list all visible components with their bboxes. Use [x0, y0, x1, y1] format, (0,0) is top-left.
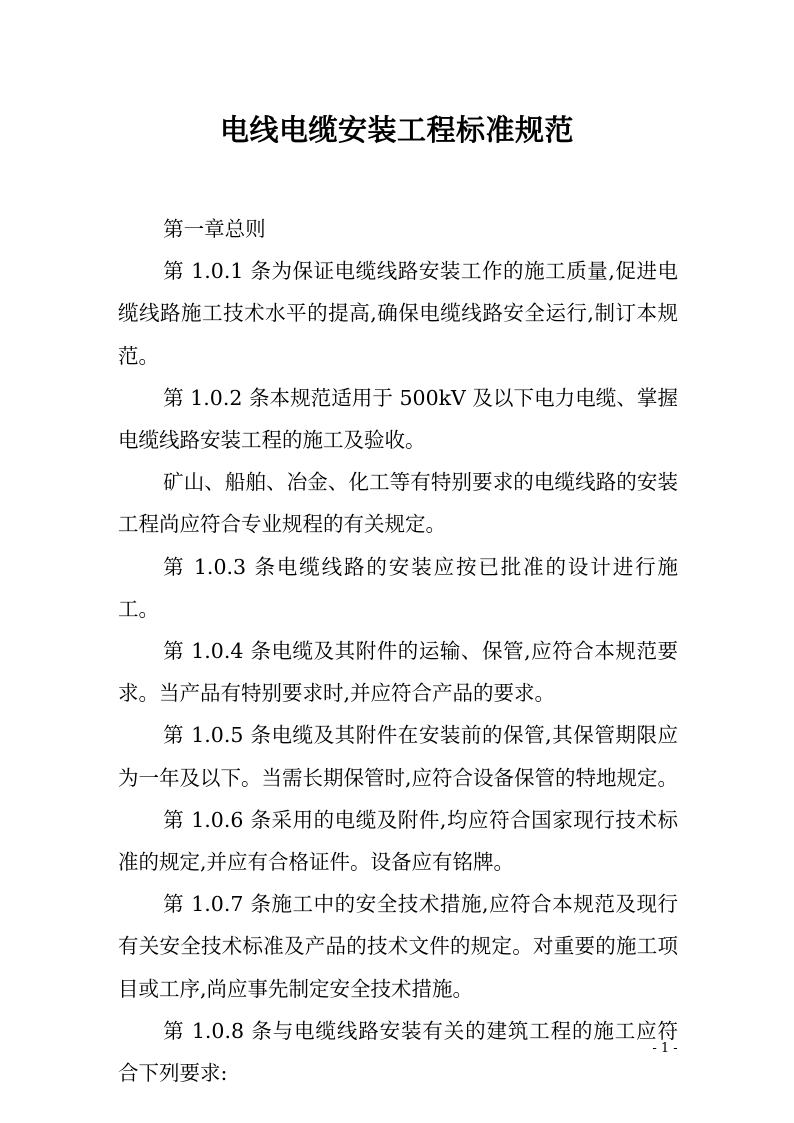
paragraph-article-1-0-5: 第 1.0.5 条电缆及其附件在安装前的保管,其保管期限应为一年及以下。当需长期保管时,应符合设备保管的特地规定。 [118, 723, 679, 790]
document-title: 电线电缆安装工程标准规范 [219, 113, 574, 147]
paragraph-special-requirements: 矿山、船舶、冶金、化工等有特别要求的电缆线路的安装工程尚应符合专业规程的有关规定。 [118, 470, 678, 537]
document-body [118, 208, 678, 1094]
paragraph-article-1-0-2: 第 1.0.2 条本规范适用于 500kV 及以下电力电缆、掌握电缆线路安装工程的施工及验收。 [118, 385, 678, 453]
paragraph-article-1-0-1: 第 1.0.1 条为保证电缆线路安装工作的施工质量,促进电缆线路施工技术水平的提高,确保电缆线路安全运行,制订本规范。 [118, 259, 678, 368]
paragraph-article-1-0-3: 第 1.0.3 条电缆线路的安装应按已批准的设计进行施工。 [118, 554, 678, 621]
paragraph-article-1-0-4: 第 1.0.4 条电缆及其附件的运输、保管,应符合本规范要求。当产品有特别要求时,并应符合产品的要求。 [118, 639, 678, 706]
page-number: - 1 - [652, 1041, 678, 1056]
paragraph-article-1-0-6: 第 1.0.6 条采用的电缆及附件,均应符合国家现行技术标准的规定,并应有合格证件。设备应有铭牌。 [118, 807, 678, 875]
paragraph-article-1-0-7: 第 1.0.7 条施工中的安全技术措施,应符合本规范及现行有关安全技术标准及产品的技术文件的规定。对重要的施工项目或工序,尚应事先制定安全技术措施。 [118, 892, 678, 1001]
paragraph-article-1-0-8: 第 1.0.8 条与电缆线路安装有关的建筑工程的施工应符合下列要求: [118, 1018, 678, 1086]
paragraph-chapter-heading: 第一章总则 [163, 217, 266, 241]
